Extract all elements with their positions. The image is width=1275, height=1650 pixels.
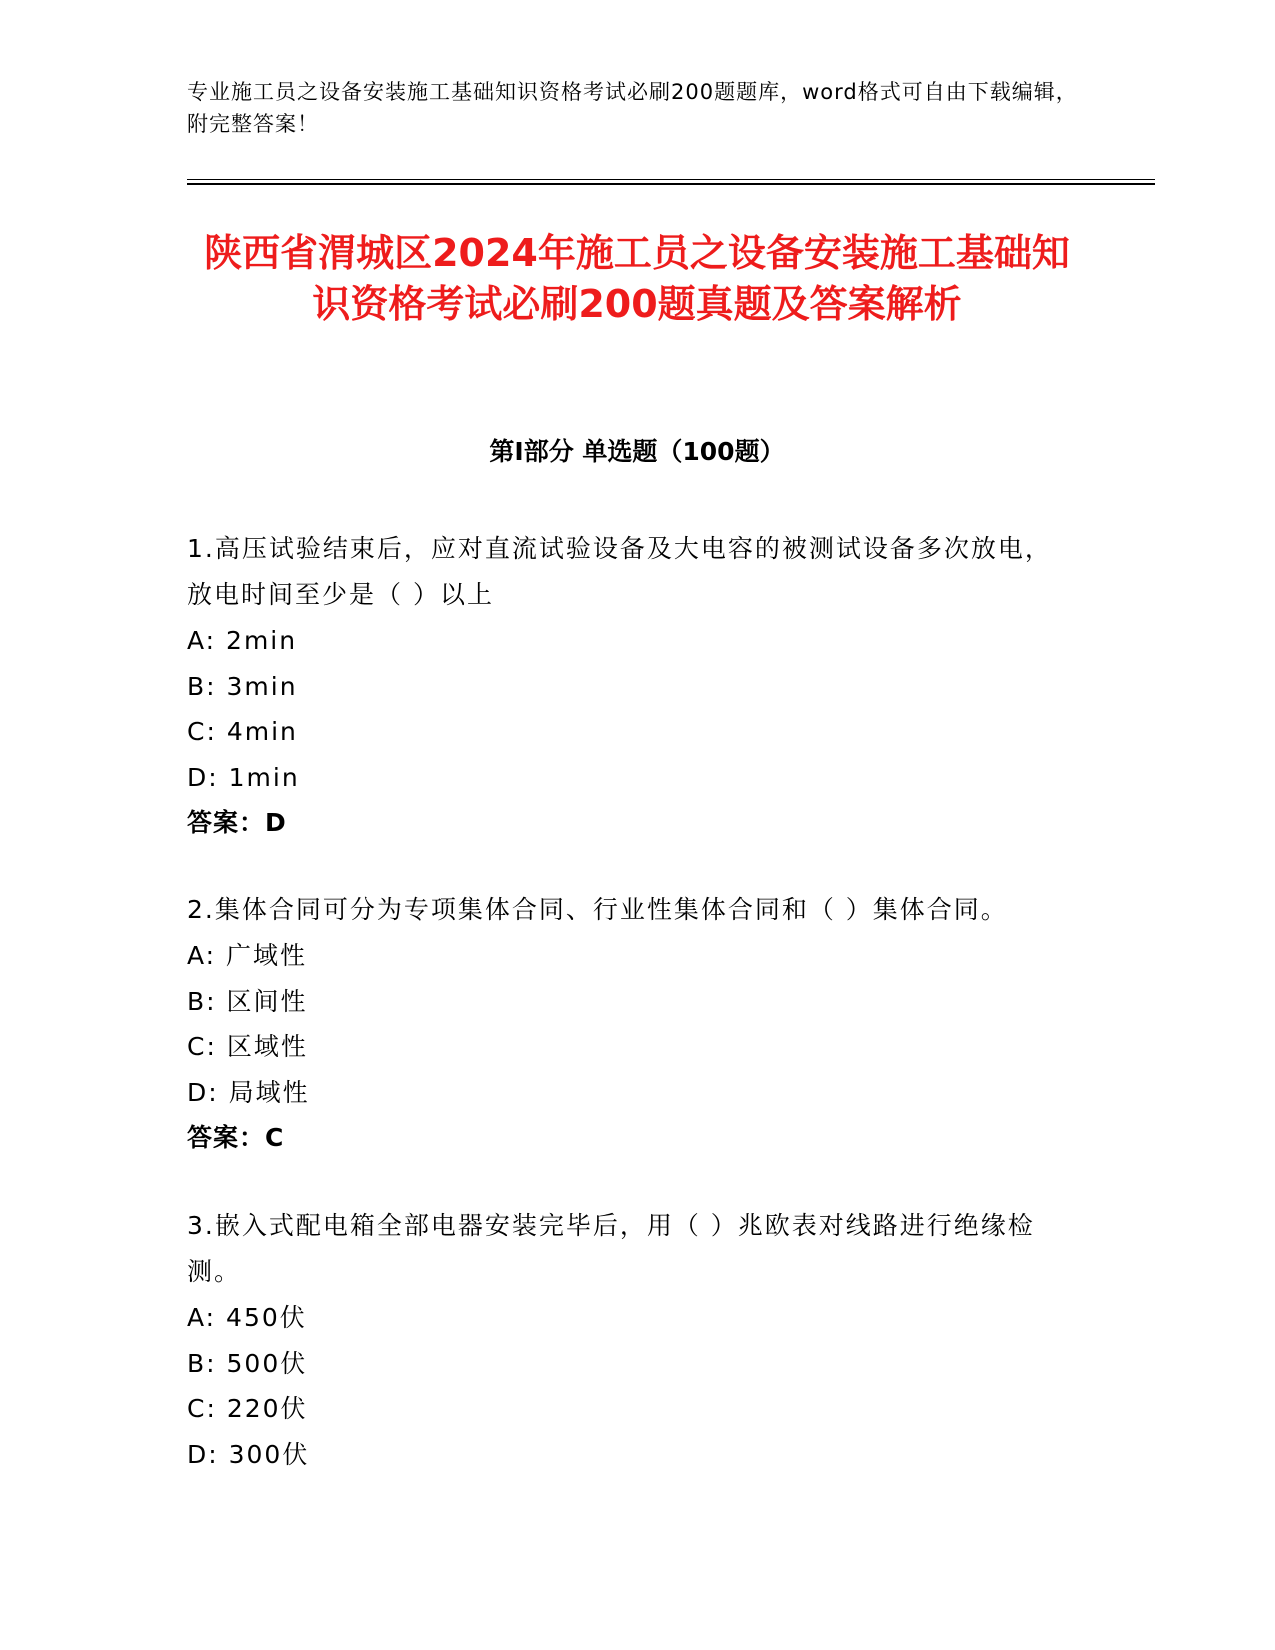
- option-b: B: 3min: [187, 671, 298, 701]
- question-1: [187, 526, 1077, 846]
- header-rule-thin: [187, 179, 1155, 180]
- answer: 答案：C: [187, 1123, 285, 1152]
- document-title: 陕西省渭城区2024年施工员之设备安装施工基础知识资格考试必刷200题真题及答案解析: [204, 231, 1070, 326]
- question-stem: 2.集体合同可分为专项集体合同、行业性集体合同和（ ）集体合同。: [187, 895, 1008, 924]
- question-stem: 3.嵌入式配电箱全部电器安装完毕后，用（ ）兆欧表对线路进行绝缘检测。: [187, 1211, 1035, 1286]
- option-b: B: 500伏: [187, 1348, 308, 1378]
- option-c: C: 区域性: [187, 1032, 308, 1061]
- option-a: A: 2min: [187, 626, 298, 655]
- answer: 答案：D: [187, 808, 287, 837]
- header-rule-thick: [187, 183, 1155, 185]
- question-stem: 1.高压试验结束后，应对直流试验设备及大电容的被测试设备多次放电，放电时间至少是（ ）以上: [187, 534, 1052, 609]
- option-a: A: 450伏: [187, 1303, 307, 1332]
- question-3: [187, 1203, 1077, 1477]
- option-c: C: 220伏: [187, 1394, 308, 1423]
- option-b: B: 区间性: [187, 986, 308, 1016]
- option-d: D: 1min: [187, 762, 300, 792]
- option-c: C: 4min: [187, 717, 298, 746]
- section-title: 第I部分 单选题（100题）: [489, 437, 785, 466]
- option-a: A: 广域性: [187, 941, 308, 970]
- option-d: D: 300伏: [187, 1439, 310, 1469]
- option-d: D: 局域性: [187, 1077, 310, 1107]
- header-note: 专业施工员之设备安装施工基础知识资格考试必刷200题题库，word格式可自由下载编辑，附完整答案！: [187, 80, 1078, 136]
- question-2: [187, 887, 1077, 1161]
